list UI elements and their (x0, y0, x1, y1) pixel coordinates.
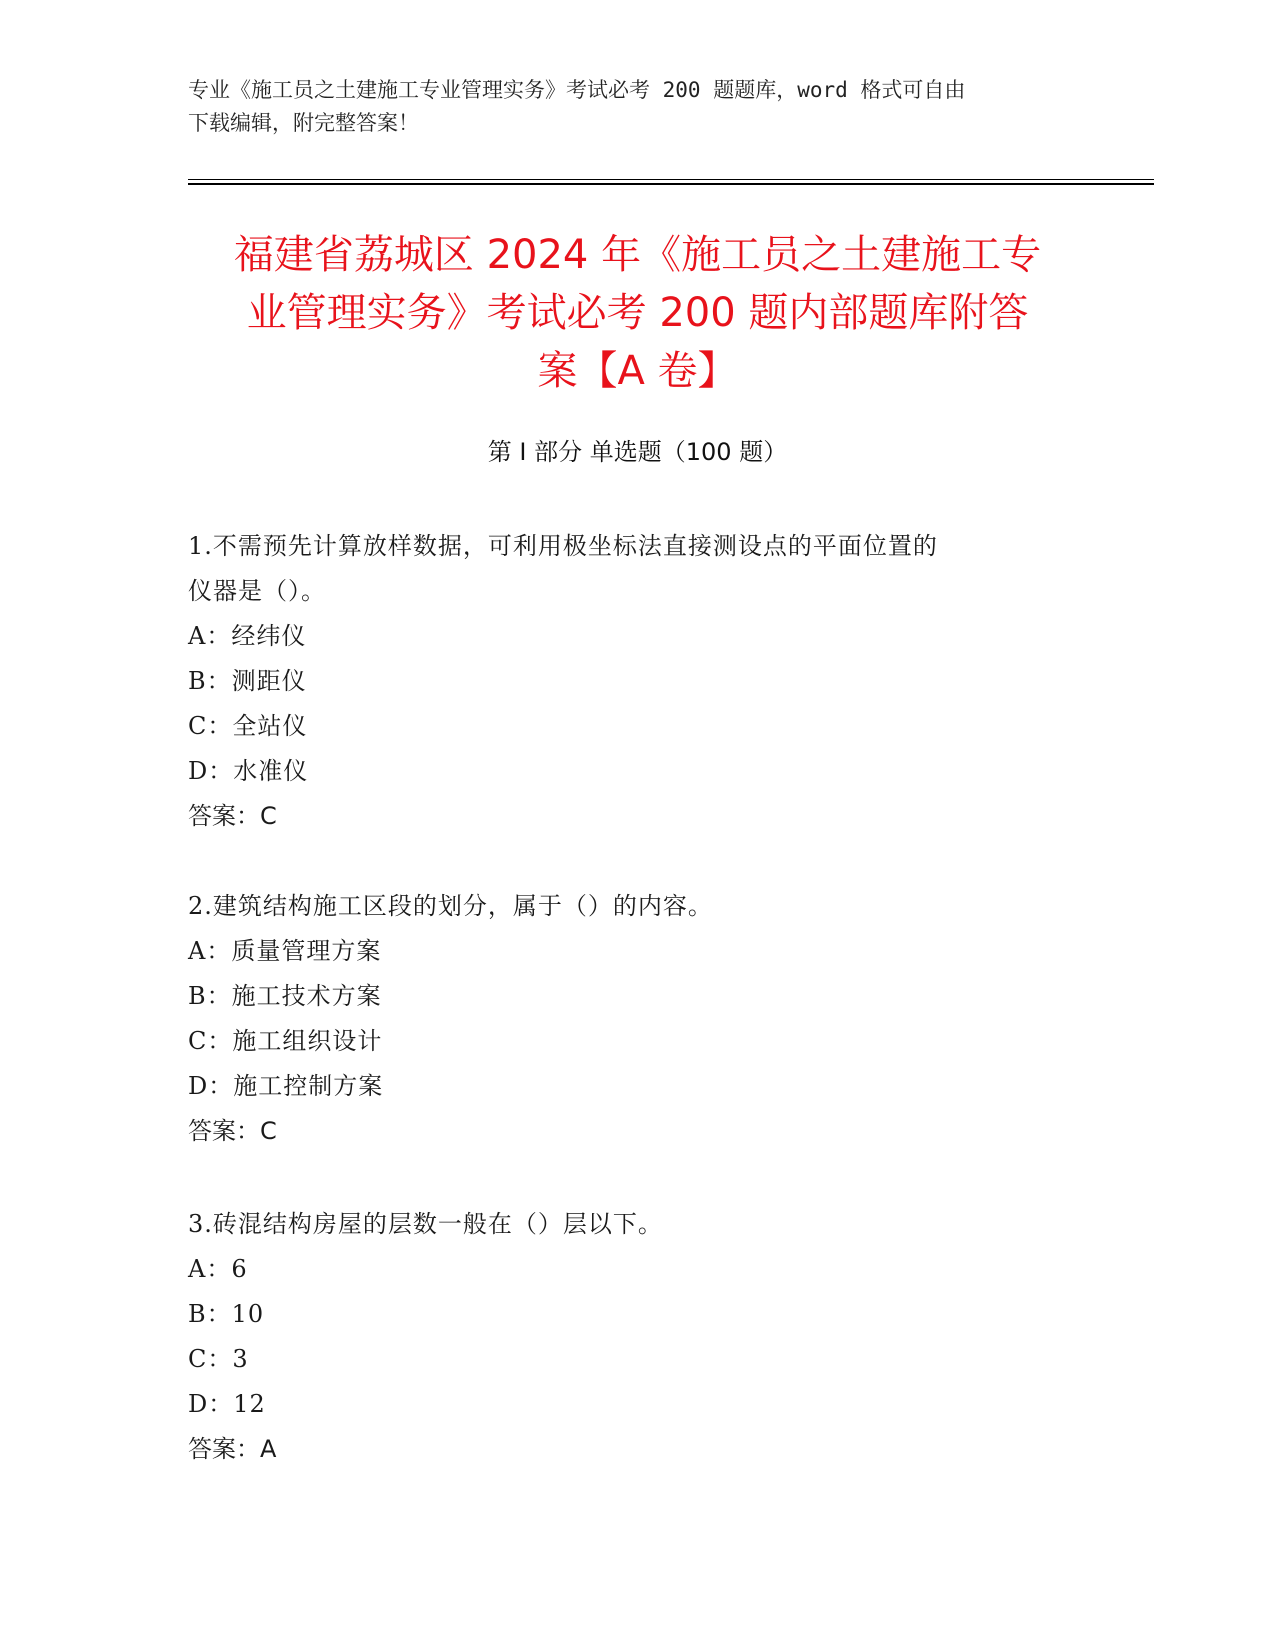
document-title (150, 226, 1125, 400)
answer-line: 答案：C (188, 802, 277, 830)
option-a: A：6 (188, 1255, 248, 1283)
question-stem-line: 2.建筑结构施工区段的划分，属于（）的内容。 (188, 892, 713, 920)
header-divider-top (188, 179, 1154, 180)
answer-line: 答案：C (188, 1117, 277, 1145)
title-line-2: 业管理实务》考试必考 200 题内部题库附答 (246, 290, 1029, 336)
option-a: A：质量管理方案 (188, 937, 382, 965)
question-3 (188, 1202, 1068, 1472)
option-b: B：测距仪 (188, 667, 307, 695)
option-b: B：10 (188, 1300, 265, 1328)
header-divider-bottom (188, 183, 1154, 185)
answer-line: 答案：A (188, 1435, 277, 1463)
question-1 (188, 524, 1068, 839)
option-b: B：施工技术方案 (188, 982, 382, 1010)
header-note-line-2: 下载编辑，附完整答案！ (188, 111, 419, 135)
question-stem-line: 仪器是（）。 (188, 577, 326, 605)
option-d: D：水准仪 (188, 757, 309, 785)
option-c: C：施工组织设计 (188, 1027, 383, 1055)
header-note-line-1: 专业《施工员之土建施工专业管理实务》考试必考 200 题题库，word 格式可自由 (188, 78, 966, 102)
option-d: D：12 (188, 1390, 266, 1418)
question-2 (188, 884, 1068, 1154)
question-stem-line: 3.砖混结构房屋的层数一般在（）层以下。 (188, 1210, 663, 1238)
section-heading: 第 I 部分 单选题（100 题） (487, 438, 788, 466)
option-c: C：3 (188, 1345, 249, 1373)
option-a: A：经纬仪 (188, 622, 307, 650)
title-line-3: 案【A 卷】 (537, 348, 738, 394)
title-line-1: 福建省荔城区 2024 年《施工员之土建施工专 (233, 232, 1042, 278)
option-c: C：全站仪 (188, 712, 308, 740)
question-stem-line: 1.不需预先计算放样数据，可利用极坐标法直接测设点的平面位置的 (188, 532, 938, 560)
option-d: D：施工控制方案 (188, 1072, 384, 1100)
header-note (188, 74, 1088, 140)
